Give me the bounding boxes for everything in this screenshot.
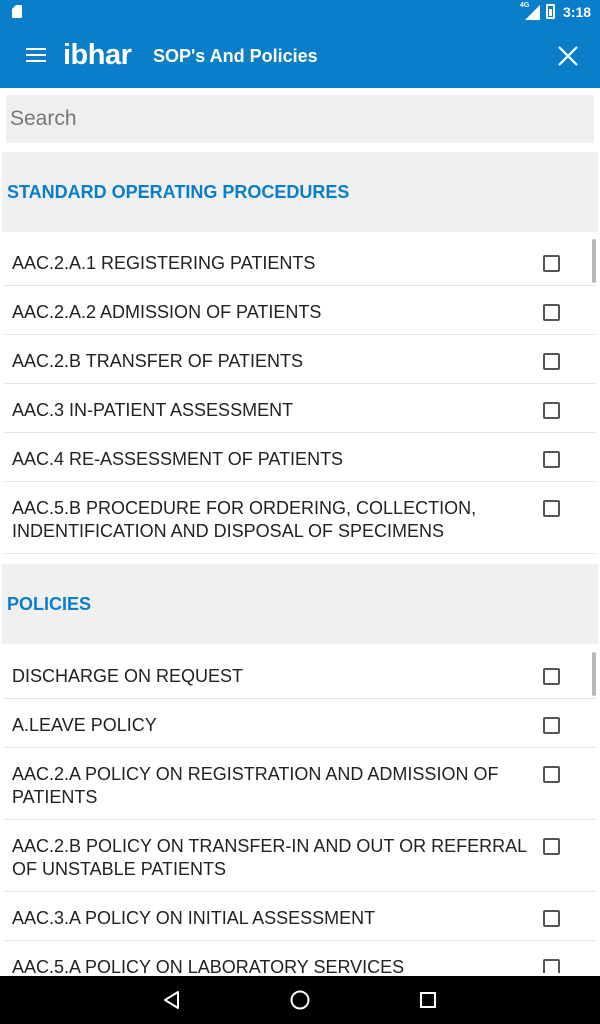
item-checkbox[interactable] — [543, 451, 560, 468]
list-item-label: AAC.5.A POLICY ON LABORATORY SERVICES — [12, 957, 405, 973]
item-checkbox[interactable] — [543, 910, 560, 927]
list-item[interactable] — [4, 748, 596, 820]
list-item-label: AAC.3 IN-PATIENT ASSESSMENT — [12, 400, 294, 420]
item-checkbox[interactable] — [543, 766, 560, 783]
recents-square-icon[interactable] — [416, 988, 440, 1012]
battery-icon — [546, 4, 555, 19]
brand-logo: ibhar — [63, 39, 132, 71]
list-item-label: AAC.2.B TRANSFER OF PATIENTS — [12, 351, 304, 371]
item-checkbox[interactable] — [543, 402, 560, 419]
list-item-label: AAC.3.A POLICY ON INITIAL ASSESSMENT — [12, 908, 376, 928]
status-bar — [0, 0, 600, 24]
close-icon[interactable] — [556, 44, 580, 68]
system-nav-bar — [0, 976, 600, 1024]
list-item-label: AAC.2.A.2 ADMISSION OF PATIENTS — [12, 302, 322, 322]
list-item-label: AAC.2.A POLICY ON REGISTRATION AND ADMISSION OF PATIENTS — [12, 764, 499, 807]
list-item[interactable] — [4, 941, 596, 973]
app-bar — [0, 24, 600, 88]
list-item[interactable] — [4, 433, 596, 482]
section-header-policies — [2, 564, 598, 644]
home-circle-icon[interactable] — [288, 988, 312, 1012]
policy-list[interactable] — [4, 650, 596, 973]
search-input[interactable] — [6, 95, 594, 143]
item-checkbox[interactable] — [543, 353, 560, 370]
list-item[interactable] — [4, 554, 596, 557]
status-time: 3:18 — [563, 4, 592, 20]
list-item-label: AAC.2.B POLICY ON TRANSFER-IN AND OUT OR REFERRAL OF UNSTABLE PATIENTS — [12, 836, 527, 879]
sop-list[interactable] — [4, 237, 596, 557]
list-item[interactable] — [4, 482, 596, 554]
item-checkbox[interactable] — [543, 500, 560, 517]
list-item[interactable] — [4, 384, 596, 433]
page-title: SOP's And Policies — [153, 46, 318, 66]
list-item[interactable] — [4, 335, 596, 384]
signal-icon — [520, 4, 540, 20]
list-item-label: AAC.5.B PROCEDURE FOR ORDERING, COLLECTION, INDENTIFICATION AND DISPOSAL OF SPECIMENS — [12, 498, 477, 541]
list-item-label: DISCHARGE ON REQUEST — [12, 666, 244, 686]
list-item[interactable] — [4, 237, 596, 286]
item-checkbox[interactable] — [543, 255, 560, 272]
list-item-label: A.LEAVE POLICY — [12, 715, 157, 735]
network-type-label: 4G — [520, 2, 530, 9]
list-item[interactable] — [4, 820, 596, 892]
item-checkbox[interactable] — [543, 304, 560, 321]
list-item[interactable] — [4, 286, 596, 335]
list-item[interactable] — [4, 699, 596, 748]
list-item-label: AAC.4 RE-ASSESSMENT OF PATIENTS — [12, 449, 344, 469]
item-checkbox[interactable] — [543, 959, 560, 973]
list-item[interactable] — [4, 650, 596, 699]
item-checkbox[interactable] — [543, 668, 560, 685]
section-title-policies: POLICIES — [7, 594, 92, 614]
section-title-sops: STANDARD OPERATING PROCEDURES — [7, 182, 350, 202]
sd-card-icon — [12, 5, 22, 18]
list-item[interactable] — [4, 892, 596, 941]
back-triangle-icon[interactable] — [160, 988, 184, 1012]
section-header-sops — [2, 152, 598, 232]
list-item-label: AAC.2.A.1 REGISTERING PATIENTS — [12, 253, 316, 273]
item-checkbox[interactable] — [543, 717, 560, 734]
item-checkbox[interactable] — [543, 838, 560, 855]
hamburger-menu-icon[interactable] — [26, 46, 46, 64]
